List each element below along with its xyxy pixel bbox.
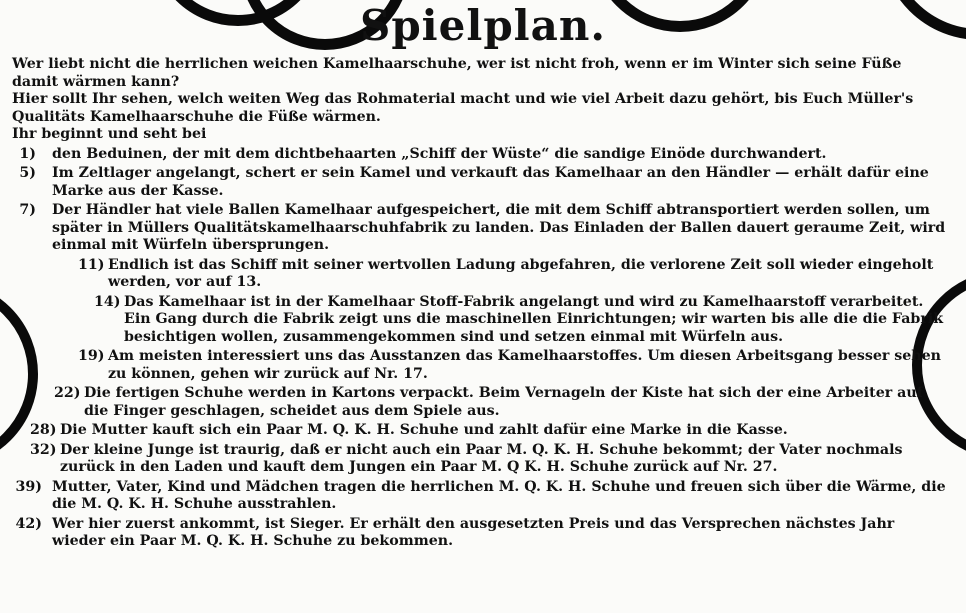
rule-item [54,385,952,420]
rule-item [94,294,952,347]
rule-item [78,348,952,383]
rule-text: Der Händler hat viele Ballen Kamelhaar aufgespeichert, die mit dem Schiff abtransportiert werden sollen, um später in Müllers Qualitätskamelhaarschuhfabrik zu landen. Das Einladen der Ballen dauert geraume Zeit, wird einmal mit Würfeln übersprungen. [52,202,946,253]
rule-number: 5) [19,165,36,181]
rule-item [12,479,952,514]
rule-item [30,422,952,440]
rule-number: 28) [30,422,57,438]
rule-number: 19) [78,348,105,364]
rule-number: 11) [78,256,105,273]
rules-text [12,56,952,551]
rule-number: 1) [19,145,36,162]
rule-number: 32) [30,441,57,458]
rule-item [12,146,952,164]
rule-text: Der kleine Junge ist traurig, daß er nicht auch ein Paar M. Q. K. H. Schuhe bekommt; der Vater nochmals zurück in den Laden und kauft dem Jungen ein Paar M. Q K. H. Schuhe zurück auf Nr. 27. [60,441,903,475]
rule-number: 7) [19,202,36,218]
rule-text: Wer hier zuerst ankommt, ist Sieger. Er erhält den ausgesetzten Preis und das Versprechen nächstes Jahr wieder ein Paar M. Q. K. H. Schuhe zu bekommen. [52,515,895,549]
rule-text: den Beduinen, der mit dem dichtbehaarten „Schiff der Wüste“ die sandige Einöde durchwandert. [52,145,827,162]
rule-number: 22) [54,385,81,401]
rule-text: Endlich ist das Schiff mit seiner wertvollen Ladung abgefahren, die verlorene Zeit soll wieder eingeholt werden, vor auf 13. [108,256,934,290]
intro-paragraph-3: Ihr beginnt und seht bei [12,126,207,142]
intro-paragraph-1: Wer liebt nicht die herrlichen weichen Kamelhaarschuhe, wer ist nicht froh, wenn er im Winter sich seine Füße damit wärmen kann? [12,56,902,90]
rule-text: Die Mutter kauft sich ein Paar M. Q. K. H. Schuhe und zahlt dafür eine Marke in die Kasse. [60,422,788,438]
rule-item [78,257,952,292]
rule-number: 39) [15,478,42,495]
rule-text: Im Zeltlager angelangt, schert er sein Kamel und verkauft das Kamelhaar an den Händler — erhält dafür eine Marke aus der Kasse. [52,165,929,199]
rule-item [30,442,952,477]
rule-number: 14) [94,293,121,310]
rule-text: Die fertigen Schuhe werden in Kartons verpackt. Beim Vernageln der Kiste hat sich der eine Arbeiter auf die Finger geschlagen, scheidet aus dem Spiele aus. [84,385,923,419]
rule-number: 42) [15,515,42,532]
rule-text: Mutter, Vater, Kind und Mädchen tragen die herrlichen M. Q. K. H. Schuhe und freuen sich über die Wärme, die die M. Q. K. H. Schuhe ausstrahlen. [52,478,946,512]
rule-item [12,202,952,255]
intro-paragraph-2: Hier sollt Ihr sehen, welch weiten Weg das Rohmaterial macht und wie viel Arbeit dazu gehört, bis Euch Müller's Qualitäts Kamelhaarschuhe die Füße wärmen. [12,91,914,125]
page-title: Spielplan. [359,1,607,50]
rule-item [12,165,952,200]
rule-text: Das Kamelhaar ist in der Kamelhaar Stoff-Fabrik angelangt und wird zu Kamelhaarstoff verarbeitet. Ein Gang durch die Fabrik zeigt uns die maschinellen Einrichtungen; wir warten bis alle die die Fabrik besichtigen wollen, zusammengekommen sind und setzen einmal mit Würfeln aus. [124,293,944,345]
rule-item [12,516,952,551]
rule-text: Am meisten interessiert uns das Ausstanzen das Kamelhaarstoffes. Um diesen Arbeitsgang besser sehen zu können, gehen wir zurück auf Nr. 17. [108,348,941,382]
